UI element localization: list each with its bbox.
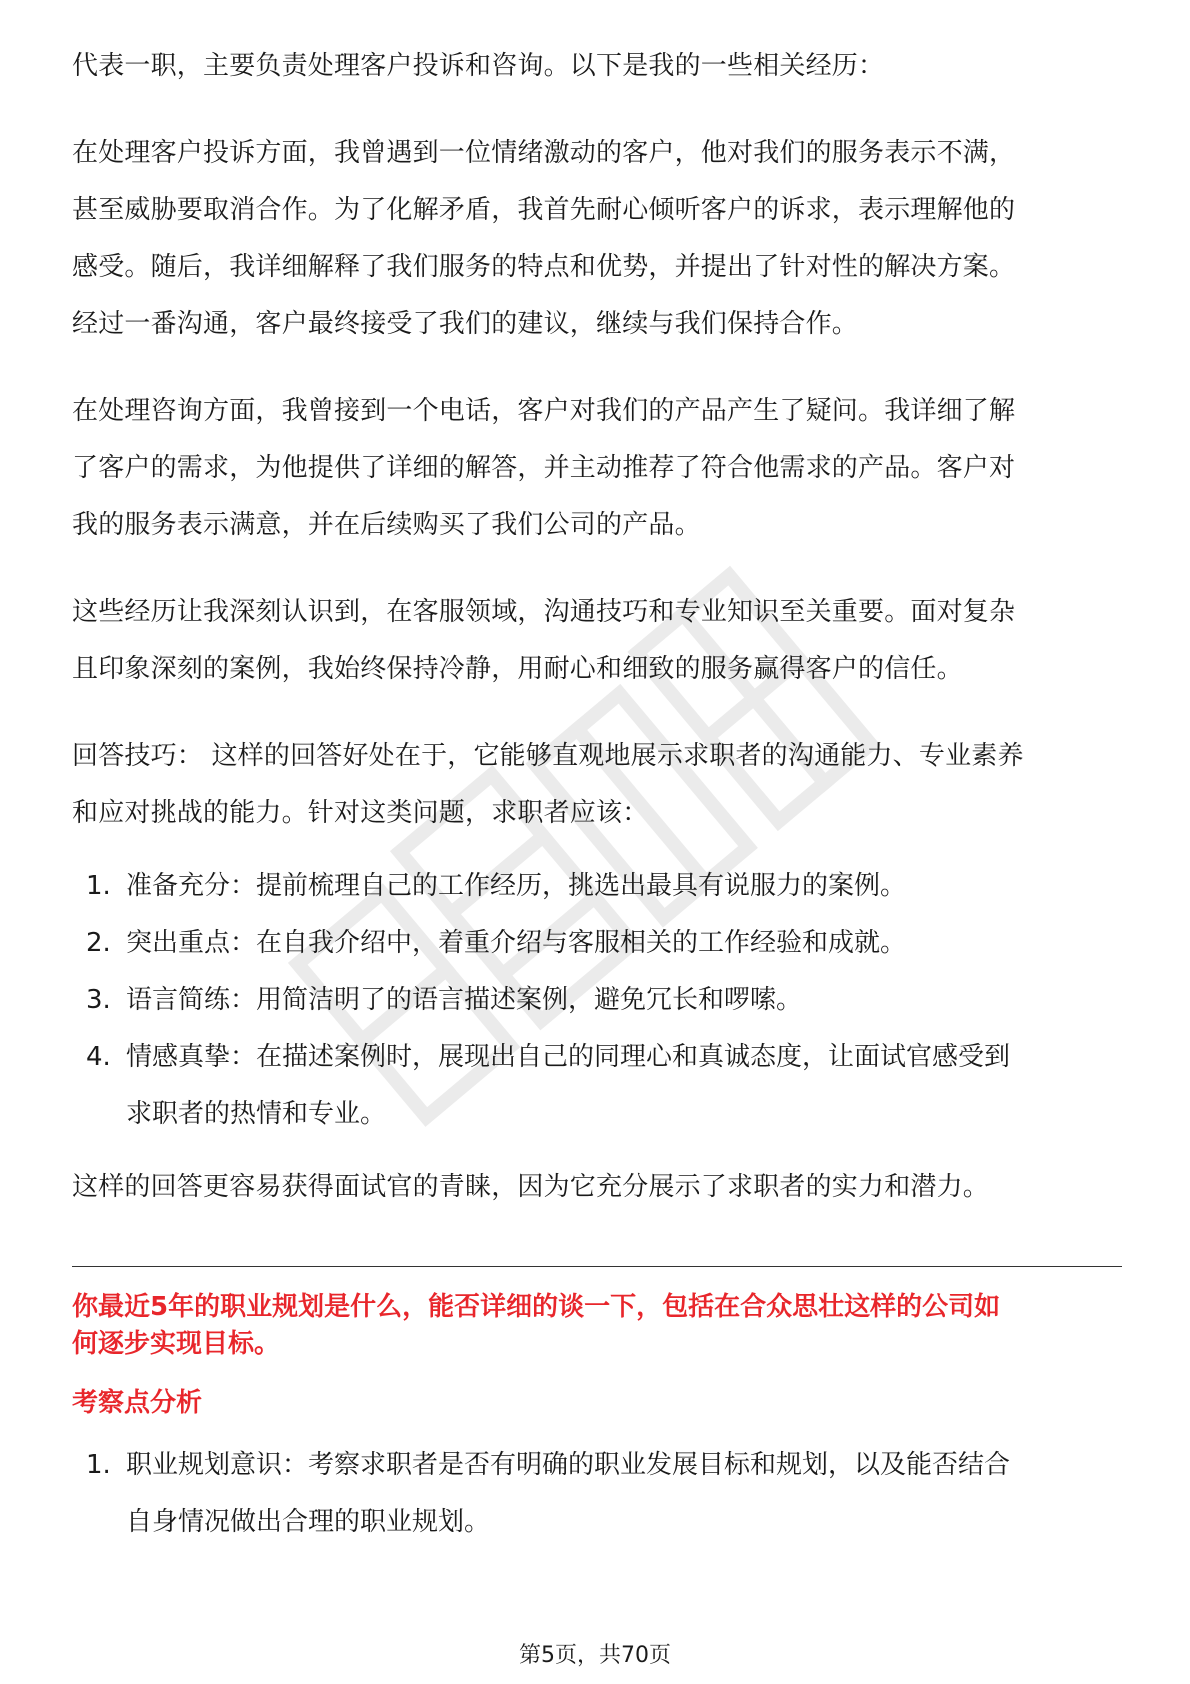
list-item-text: 准备充分：提前梳理自己的工作经历，挑选出最具有说服力的案例。 [126,871,907,901]
text-line: 和应对挑战的能力。针对这类问题，求职者应该： [72,798,649,828]
list-item-text: 自身情况做出合理的职业规划。 [126,1507,491,1537]
inquiry-paragraph [72,383,1122,554]
analysis-list [72,1437,1122,1551]
list-item-text: 语言简练：用简洁明了的语言描述案例，避免冗长和啰嗦。 [126,985,803,1015]
text-line: 经过一番沟通，客户最终接受了我们的建议，继续与我们保持合作。 [72,309,859,339]
text-line: 感受。随后，我详细解释了我们服务的特点和优势，并提出了针对性的解决方案。 [72,252,1016,282]
list-number: 4. [86,1042,111,1072]
complaint-paragraph [72,125,1122,353]
question-title-line: 你最近5年的职业规划是什么，能否详细的谈一下，包括在合众思壮这样的公司如 [72,1292,1001,1322]
text-line: 了客户的需求，为他提供了详细的解答，并主动推荐了符合他需求的产品。客户对 [72,453,1016,483]
section-divider [72,1266,1122,1267]
list-item [72,1029,1122,1143]
page-number: 第5页，共70页 [519,1643,671,1668]
list-item-text: 情感真挚：在描述案例时，展现出自己的同理心和真诚态度，让面试官感受到 [126,1042,1011,1072]
closing-paragraph: 这样的回答更容易获得面试官的青睐，因为它充分展示了求职者的实力和潜力。 [72,1172,990,1202]
question-title [72,1289,1122,1363]
tips-list [72,858,1122,1143]
section-heading: 考察点分析 [72,1388,203,1418]
list-item [72,915,1122,972]
tips-paragraph [72,728,1122,842]
list-item [72,858,1122,915]
text-line: 且印象深刻的案例，我始终保持冷静，用耐心和细致的服务赢得客户的信任。 [72,654,963,684]
insight-paragraph [72,584,1122,698]
list-item-text: 职业规划意识：考察求职者是否有明确的职业发展目标和规划，以及能否结合 [126,1450,1011,1480]
list-item-text: 求职者的热情和专业。 [126,1099,387,1129]
list-number: 3. [86,985,111,1015]
question-title-line: 何逐步实现目标。 [72,1329,281,1359]
list-number: 1. [86,871,111,901]
text-line: 在处理咨询方面，我曾接到一个电话，客户对我们的产品产生了疑问。我详细了解 [72,396,1016,426]
text-line: 在处理客户投诉方面，我曾遇到一位情绪激动的客户，他对我们的服务表示不满， [72,138,1016,168]
list-item [72,1437,1122,1551]
text-line: 这些经历让我深刻认识到，在客服领域，沟通技巧和专业知识至关重要。面对复杂 [72,597,1016,627]
list-item-text: 突出重点：在自我介绍中，着重介绍与客服相关的工作经验和成就。 [126,928,907,958]
text-line: 我的服务表示满意，并在后续购买了我们公司的产品。 [72,510,701,540]
intro-paragraph: 代表一职，主要负责处理客户投诉和咨询。以下是我的一些相关经历： [72,51,885,81]
list-number: 1. [86,1450,111,1480]
list-number: 2. [86,928,111,958]
text-line: 甚至威胁要取消合作。为了化解矛盾，我首先耐心倾听客户的诉求，表示理解他的 [72,195,1016,225]
content-area [72,38,1122,1551]
text-line: 回答技巧： 这样的回答好处在于，它能够直观地展示求职者的沟通能力、专业素养 [72,741,1024,771]
list-item [72,972,1122,1029]
